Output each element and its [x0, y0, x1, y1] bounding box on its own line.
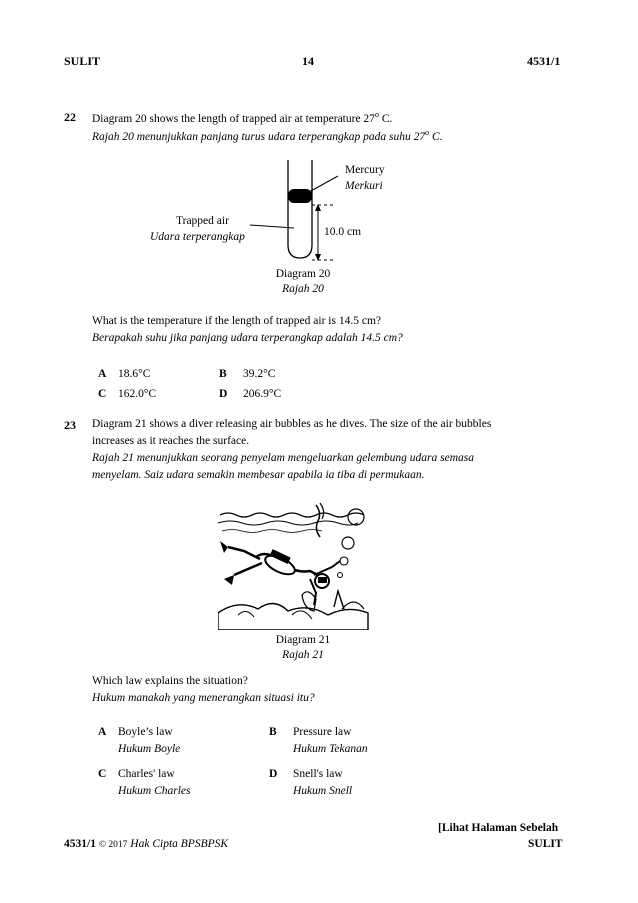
option-23-d[interactable]: Snell's law — [293, 768, 343, 780]
option-23-b-ms: Hukum Tekanan — [293, 743, 368, 755]
question-22-prompt-ms: Berapakah suhu jika panjang udara terperangkap adalah 14.5 cm? — [92, 332, 403, 344]
air-length-label: 10.0 cm — [324, 226, 362, 238]
mercury-label-ms: Merkuri — [345, 180, 383, 192]
diagram-21-caption-en: Diagram 21 — [275, 634, 331, 646]
option-22-b[interactable]: 39.2°C — [243, 368, 276, 380]
option-letter: B — [269, 726, 277, 738]
option-letter: C — [98, 388, 107, 400]
option-letter: D — [269, 768, 278, 780]
paper-code: 4531/1 — [527, 54, 561, 68]
footer-sulit: SULIT — [528, 838, 563, 850]
header-sulit: SULIT — [64, 54, 101, 68]
option-letter: D — [219, 388, 228, 400]
question-23-text-en-1: Diagram 21 shows a diver releasing air bubbles as he dives. The size of the air bubbles — [92, 418, 492, 430]
option-23-a[interactable]: Boyle’s law — [118, 726, 173, 738]
option-23-c-ms: Hukum Charles — [118, 785, 191, 797]
question-23-text-ms-1: Rajah 21 menunjukkan seorang penyelam mengeluarkan gelembung udara semasa — [92, 452, 474, 464]
question-22-text-ms: Rajah 20 menunjukkan panjang turus udara terperangkap pada suhu 27$^o$ C. — [92, 128, 443, 143]
option-letter: A — [98, 368, 107, 380]
option-23-d-ms: Hukum Snell — [293, 785, 353, 797]
question-22-prompt-en: What is the temperature if the length of trapped air is 14.5 cm? — [92, 315, 381, 327]
question-23-prompt-ms: Hukum manakah yang menerangkan situasi itu? — [92, 692, 315, 704]
trapped-air-label-ms: Udara terperangkap — [150, 231, 245, 243]
option-22-c[interactable]: 162.0°C — [118, 388, 157, 400]
option-22-d[interactable]: 206.9°C — [243, 388, 282, 400]
question-22-number: 22 — [64, 110, 76, 124]
page-number: 14 — [302, 54, 314, 68]
option-23-c[interactable]: Charles' law — [118, 768, 175, 780]
option-22-a[interactable]: 18.6°C — [118, 368, 151, 380]
footer-next-page: [Lihat Halaman Sebelah — [438, 822, 559, 834]
option-letter: A — [98, 726, 107, 738]
question-22-text-en: Diagram 20 shows the length of trapped air at temperature 27$^o$ C. — [92, 110, 393, 125]
diagram-21-diver-illustration — [218, 495, 418, 630]
option-letter: C — [98, 768, 107, 780]
question-23-number: 23 — [64, 418, 76, 432]
trapped-air-label-en: Trapped air — [176, 215, 229, 227]
mercury-label-en: Mercury — [345, 164, 385, 176]
diagram-21-caption-ms: Rajah 21 — [282, 649, 324, 661]
question-23-text-en-2: increases as it reaches the surface. — [92, 435, 250, 447]
question-23-prompt-en: Which law explains the situation? — [92, 675, 248, 687]
diagram-20-caption-ms: Rajah 20 — [282, 283, 324, 295]
option-letter: B — [219, 368, 227, 380]
footer-copyright: 4531/1 © 2017 Hak Cipta BPSBPSK — [64, 838, 229, 850]
option-23-a-ms: Hukum Boyle — [118, 743, 181, 755]
option-23-b[interactable]: Pressure law — [293, 726, 352, 738]
question-23-text-ms-2: menyelam. Saiz udara semakin membesar apabila ia tiba di permukaan. — [92, 469, 425, 481]
diagram-20-caption-en: Diagram 20 — [275, 268, 331, 280]
